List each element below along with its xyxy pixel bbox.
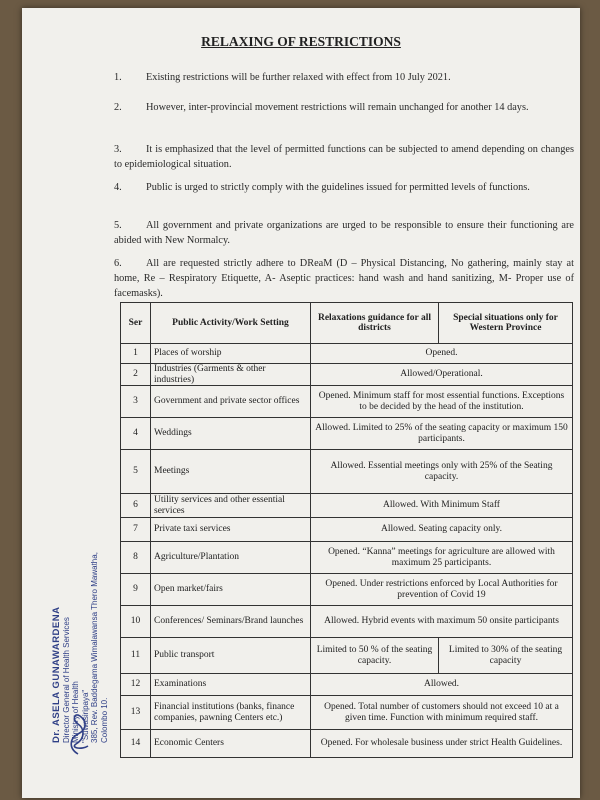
activity-cell: Industries (Garments & other industries): [151, 364, 311, 386]
activity-cell: Public transport: [151, 638, 311, 674]
list-item: 5. All government and private organizations are urged to be responsible to ensure their functioning are abided with New Normalcy.: [114, 220, 574, 246]
activity-cell: Examinations: [151, 674, 311, 696]
stamp-line: Director General of Health Services: [61, 617, 71, 743]
list-item: 3. It is emphasized that the level of permitted functions can be subjected to amend depending on changes to epidemiological situation.: [114, 144, 574, 170]
ser-cell: 7: [121, 518, 151, 542]
list-item: 1. Existing restrictions will be further relaxed with effect from 10 July 2021.: [114, 72, 451, 83]
stamp-line: Colombo 10.: [99, 697, 109, 743]
guidance-cell: Allowed. With Minimum Staff: [311, 494, 573, 518]
guidance-cell: Allowed. Essential meetings only with 25% of the Seating capacity.: [311, 450, 573, 494]
header-ser: Ser: [121, 303, 151, 344]
ser-cell: 14: [121, 730, 151, 758]
ser-cell: 9: [121, 574, 151, 606]
header-activity: Public Activity/Work Setting: [151, 303, 311, 344]
stamp-line: "Suwasiripaya": [80, 689, 90, 743]
guidance-cell: Allowed. Hybrid events with maximum 50 onsite participants: [311, 606, 573, 638]
stamp-line: Ministry of Health: [71, 681, 80, 743]
table-row: [121, 386, 573, 418]
activity-cell: Agriculture/Plantation: [151, 542, 311, 574]
guidance-cell: Opened. “Kanna” meetings for agriculture are allowed with maximum 25 participants.: [311, 542, 573, 574]
document-page: [22, 8, 580, 798]
guidance-cell: Allowed/Operational.: [311, 364, 573, 386]
activity-cell: Financial institutions (banks, finance companies, pawning Centers etc.): [151, 696, 311, 730]
table-row: [121, 418, 573, 450]
table-row: [121, 450, 573, 494]
table-header-row: [121, 303, 573, 344]
guidance-cell: Opened.: [311, 344, 573, 364]
ser-cell: 12: [121, 674, 151, 696]
header-western: Special situations only for Western Province: [439, 303, 573, 344]
guidance-cell: Allowed.: [311, 674, 573, 696]
activity-cell: Private taxi services: [151, 518, 311, 542]
guidance-cell: Allowed. Limited to 25% of the seating capacity or maximum 150 participants.: [311, 418, 573, 450]
guidance-cell: Opened. Total number of customers should not exceed 10 at a given time. Function with minimum required staff.: [311, 696, 573, 730]
guidance-cell: Opened. For wholesale business under strict Health Guidelines.: [311, 730, 573, 758]
ser-cell: 13: [121, 696, 151, 730]
page-title: RELAXING OF RESTRICTIONS: [201, 34, 401, 49]
list-item: 2. However, inter-provincial movement restrictions will remain unchanged for another 14 days.: [114, 102, 529, 113]
header-guidance: Relaxations guidance for all districts: [311, 303, 439, 344]
activity-cell: Government and private sector offices: [151, 386, 311, 418]
stamp-name: Dr. ASELA GUNAWARDENA: [51, 606, 62, 743]
activity-cell: Weddings: [151, 418, 311, 450]
ser-cell: 8: [121, 542, 151, 574]
activity-cell: Utility services and other essential services: [151, 494, 311, 518]
stamp-line: 385, Rev. Baddegama Wimalawansa Thero Mawatha,: [90, 552, 99, 743]
table-row: [121, 494, 573, 518]
table-row: [121, 518, 573, 542]
guidance-cell: Allowed. Seating capacity only.: [311, 518, 573, 542]
list-item: 4. Public is urged to strictly comply with the guidelines issued for permitted levels of functions.: [114, 182, 530, 193]
guidance-cell: Opened. Minimum staff for most essential functions. Exceptions to be decided by the head of the institution.: [311, 386, 573, 418]
table-row: [121, 344, 573, 364]
activity-cell: Conferences/ Seminars/Brand launches: [151, 606, 311, 638]
ser-cell: 4: [121, 418, 151, 450]
activity-cell: Meetings: [151, 450, 311, 494]
ser-cell: 11: [121, 638, 151, 674]
activity-cell: Places of worship: [151, 344, 311, 364]
activity-cell: Open market/fairs: [151, 574, 311, 606]
guidance-cell: Opened. Under restrictions enforced by Local Authorities for prevention of Covid 19: [311, 574, 573, 606]
ser-cell: 5: [121, 450, 151, 494]
ser-cell: 2: [121, 364, 151, 386]
table-row: [121, 364, 573, 386]
list-item: 6. All are requested strictly adhere to DReaM (D – Physical Distancing, No gathering, mainly stay at home, Re – Respiratory Etiquette, A- Aseptic practices: hand wash and hand sanitizing, M- Proper use of facemasks).: [114, 258, 574, 299]
ser-cell: 1: [121, 344, 151, 364]
western-cell: Limited to 30% of the seating capacity: [439, 638, 573, 674]
signature-icon: [64, 708, 92, 756]
ser-cell: 10: [121, 606, 151, 638]
activity-cell: Economic Centers: [151, 730, 311, 758]
ser-cell: 6: [121, 494, 151, 518]
guidance-cell: Limited to 50 % of the seating capacity.: [311, 638, 439, 674]
ser-cell: 3: [121, 386, 151, 418]
